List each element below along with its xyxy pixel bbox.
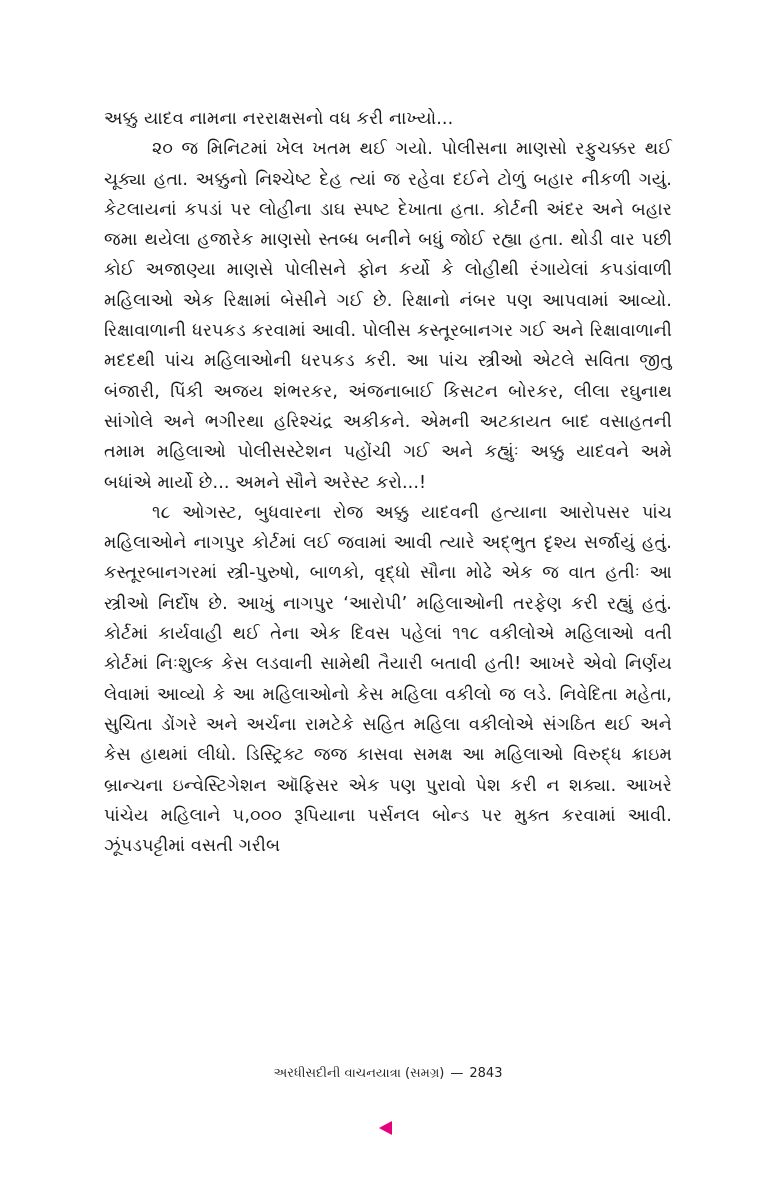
body-text — [104, 104, 672, 861]
page-number: 2843 — [469, 1066, 503, 1081]
paragraph: ૨૦ જ મિનિટમાં ખેલ ખતમ થઈ ગયો. પોલીસના માણસો રફુચક્કર થઈ ચૂક્યા હતા. અક્કુનો નિશ્ચેષ્ટ દેહ ત્યાં જ રહેવા દઈને ટોળું બહાર નીકળી ગયું. કેટલાયનાં કપડાં પર લોહીના ડાઘ સ્પષ્ટ દેખાતા હતા. કોર્ટની અંદર અને બહાર જમા થયેલા હજારેક માણસો સ્તબ્ધ બનીને બધું જોઈ રહ્યા હતા. થોડી વાર પછી કોઈ અજાણ્યા માણસે પોલીસને ફોન કર્યો કે લોહીથી રંગાયેલાં કપડાંવાળી મહિલાઓ એક રિક્ષામાં બેસીને ગઈ છે. રિક્ષાનો નંબર પણ આપવામાં આવ્યો. રિક્ષાવાળાની ધરપકડ કરવામાં આવી. પોલીસ કસ્તૂરબાનગર ગઈ અને રિક્ષાવાળાની મદદથી પાંચ મહિલાઓની ધરપકડ કરી. આ પાંચ સ્ત્રીઓ એટલે સવિતા જીતુ બંજારી, પિંકી અજય શંભરકર, અંજનાબાઈ કિસટન બોરકર, લીલા રઘુનાથ સાંગોલે અને ભગીરથા હરિશ્ચંદ્ર અકીકને. એમની અટકાયત બાદ વસાહતની તમામ મહિલાઓ પોલીસસ્ટેશન પહોંચી ગઈ અને કહ્યુંઃ અક્કુ યાદવને અમે બધાંએ માર્યો છે... અમને સૌને અરેસ્ટ કરો...! — [104, 139, 672, 493]
paragraph-continuation: અક્કુ યાદવ નામના નરરાક્ષસનો વધ કરી નાખ્યો... — [104, 109, 454, 129]
page-footer — [0, 1066, 776, 1081]
triangle-left-icon[interactable] — [379, 1121, 392, 1135]
paragraph: ૧૮ ઓગસ્ટ, બુધવારના રોજ અક્કુ યાદવની હત્યાના આરોપસર પાંચ મહિલાઓને નાગપુર કોર્ટમાં લઈ જવામાં આવી ત્યારે અદ્ભુત દૃશ્ય સર્જાયું હતું. કસ્તૂરબાનગરમાં સ્ત્રી-પુરુષો, બાળકો, વૃદ્ધો સૌના મોઢે એક જ વાત હતીઃ આ સ્ત્રીઓ નિર્દોષ છે. આખું નાગપુર ‘આરોપી’ મહિલાઓની તરફેણ કરી રહ્યું હતું. કોર્ટમાં કાર્યવાહી થઈ તેના એક દિવસ પહેલાં ૧૧૮ વકીલોએ મહિલાઓ વતી કોર્ટમાં નિઃશુલ્ક કેસ લડવાની સામેથી તૈયારી બતાવી હતી! આખરે એવો નિર્ણય લેવામાં આવ્યો કે આ મહિલાઓનો કેસ મહિલા વકીલો જ લડે. નિવેદિતા મહેતા, સુચિતા ડોંગરે અને અર્ચના રામટેકે સહિત મહિલા વકીલોએ સંગઠિત થઈ અને કેસ હાથમાં લીધો. ડિસ્ટ્રિક્ટ જજ કાસવા સમક્ષ આ મહિલાઓ વિરુદ્ધ ક્રાઇમ બ્રાન્ચના ઇન્વેસ્ટિગેશન ઑફિસર એક પણ પુરાવો પેશ કરી ન શક્યા. આખરે પાંચેય મહિલાને ૫,૦૦૦ રૂપિયાના પર્સનલ બોન્ડ પર મુક્ત કરવામાં આવી. ઝૂંપડપટ્ટીમાં વસતી ગરીબ — [104, 502, 672, 857]
footer-separator: — — [450, 1066, 464, 1081]
book-title: અરધીસદીની વાચનયાત્રા (સમગ્ર) — [273, 1066, 445, 1081]
